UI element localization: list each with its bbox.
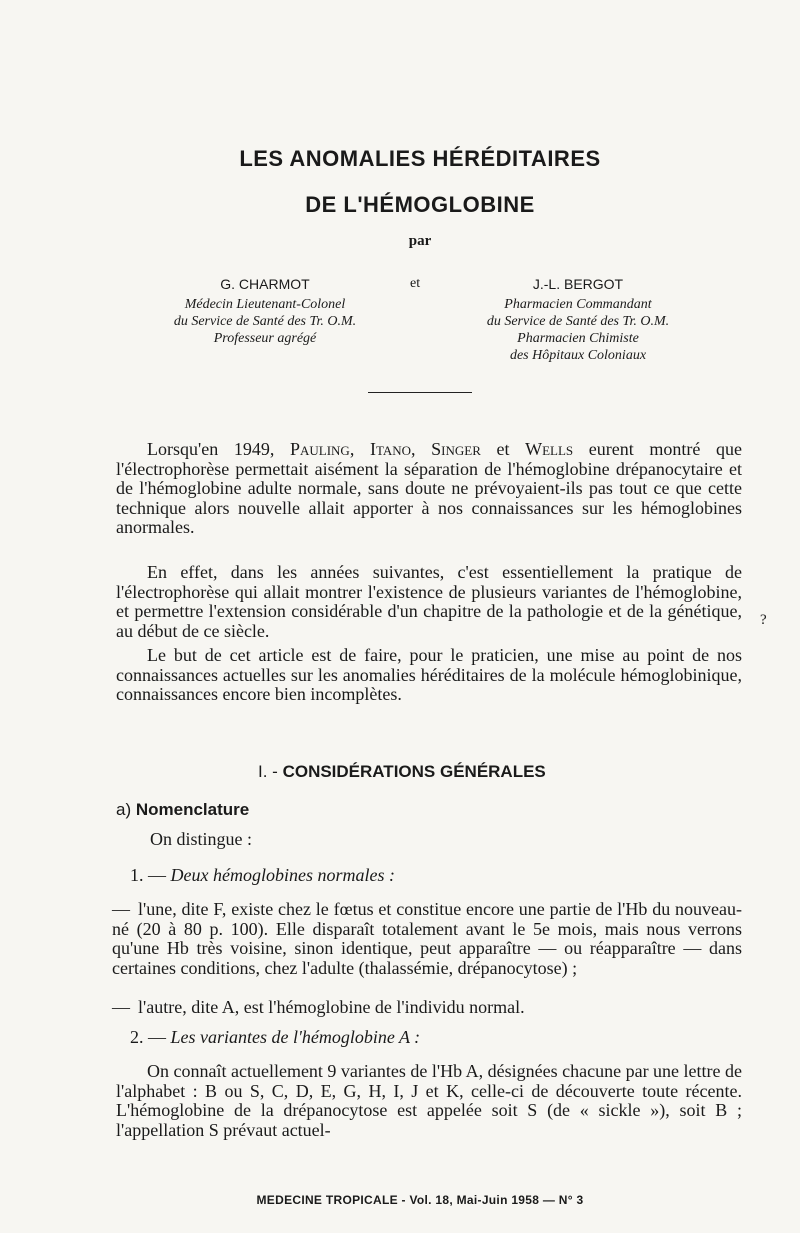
- author-block-2: [448, 276, 708, 364]
- section-title: CONSIDÉRATIONS GÉNÉRALES: [282, 762, 546, 781]
- para1-sep-1: ,: [349, 439, 370, 459]
- dash-item-2: [112, 998, 742, 1018]
- author-2-role-4: des Hôpitaux Coloniaux: [509, 348, 647, 363]
- page-footer: MEDECINE TROPICALE - Vol. 18, Mai-Juin 1958 — N° 3: [256, 1193, 584, 1207]
- item-1-heading: [130, 866, 395, 886]
- dash-mark-1: —: [112, 899, 130, 919]
- paragraph-2-text: En effet, dans les années suivantes, c'est essentiellement la pratique de l'électrophorèse qui allait montrer l'existence de plusieurs variantes de l'hémoglobine, et permettre l'extension considérable d'un chapitre de la pathologie et de la génétique, au début de ce siècle.: [116, 562, 742, 641]
- item-2-number: 2. —: [130, 1027, 171, 1047]
- paragraph-1: [116, 440, 742, 538]
- by-line: par: [408, 233, 432, 249]
- intro-line: On distingue :: [150, 829, 252, 849]
- paragraph-3: [116, 646, 742, 705]
- dash-item-2-text: l'autre, dite A, est l'hémoglobine de l'individu normal.: [138, 997, 525, 1017]
- subsection-title: Nomenclature: [135, 800, 250, 819]
- dash-item-1-text: l'une, dite F, existe chez le fœtus et constitue encore une partie de l'Hb du nouveau-né (20 à 80 p. 100). Elle disparaît totalement avant le 5e mois, mais nous verrons qu'une Hb très voisine, sinon identique, peut apparaître — ou réapparaître — dans certaines conditions, chez l'adulte (thalassémie, drépanocytose) ;: [112, 899, 742, 978]
- para1-and: et: [480, 439, 526, 459]
- author-name-singer: Singer: [431, 439, 481, 459]
- section-number: I. -: [258, 762, 283, 781]
- author-name-wells: Wells: [525, 439, 574, 459]
- subsection-heading: [116, 800, 249, 820]
- author-2-role-3: Pharmacien Chimiste: [517, 331, 639, 346]
- author-2-role-2: du Service de Santé des Tr. O.M.: [486, 314, 670, 329]
- title-line-1: LES ANOMALIES HÉRÉDITAIRES: [239, 146, 601, 171]
- paragraph-4-text: On connaît actuellement 9 variantes de l'Hb A, désignées chacune par une lettre de l'alphabet : B ou S, C, D, E, G, H, I, J et K, celle-ci de découverte toute récente. L'hémoglobine de la drépanocytose est appelée soit S (de « sickle »), soit B ; l'appellation S prévaut actuel-: [116, 1061, 743, 1140]
- author-name-itano: Itano: [369, 439, 412, 459]
- section-heading: [258, 762, 546, 782]
- paragraph-3-text: Le but de cet article est de faire, pour le praticien, une mise au point de nos connaissances actuelles sur les anomalies héréditaires de la molécule hémoglobinique, connaissances encore bien incomplètes.: [116, 645, 742, 704]
- author-conjunction: et: [410, 276, 421, 291]
- title-divider: [368, 392, 472, 393]
- title-line-2: DE L'HÉMOGLOBINE: [305, 192, 535, 217]
- para1-after: eurent montré que l'électrophorèse permettait aisément la séparation de l'hémoglobine drépanocytaire et de l'hémoglobine adulte normale, sans doute ne prévoyaient-ils pas tout ce que cette technique alors nouvelle allait apporter à nos connaissances sur les hémoglobines anormales.: [116, 439, 742, 537]
- item-2-title: Les variantes de l'hémoglobine A :: [170, 1027, 421, 1047]
- margin-mark: ?: [760, 612, 767, 628]
- author-1-role-3: Professeur agrégé: [213, 331, 317, 346]
- author-2-name: J.-L. BERGOT: [532, 276, 624, 292]
- author-name-pauling: Pauling: [289, 439, 350, 459]
- author-1-name: G. CHARMOT: [220, 276, 310, 292]
- para1-sep-2: ,: [411, 439, 432, 459]
- item-1-title: Deux hémoglobines normales :: [170, 865, 395, 885]
- author-1-role-1: Médecin Lieutenant-Colonel: [184, 297, 346, 312]
- dash-mark-2: —: [112, 997, 130, 1017]
- para1-before: Lorsqu'en 1949,: [147, 439, 290, 459]
- author-block-1: [120, 276, 410, 347]
- dash-item-1: [112, 900, 742, 978]
- paragraph-2: [116, 563, 742, 641]
- author-1-role-2: du Service de Santé des Tr. O.M.: [173, 314, 357, 329]
- subsection-letter: a): [116, 800, 136, 819]
- item-2-heading: [130, 1028, 420, 1048]
- author-2-role-1: Pharmacien Commandant: [504, 297, 652, 312]
- paragraph-4: [116, 1062, 742, 1140]
- item-1-number: 1. —: [130, 865, 171, 885]
